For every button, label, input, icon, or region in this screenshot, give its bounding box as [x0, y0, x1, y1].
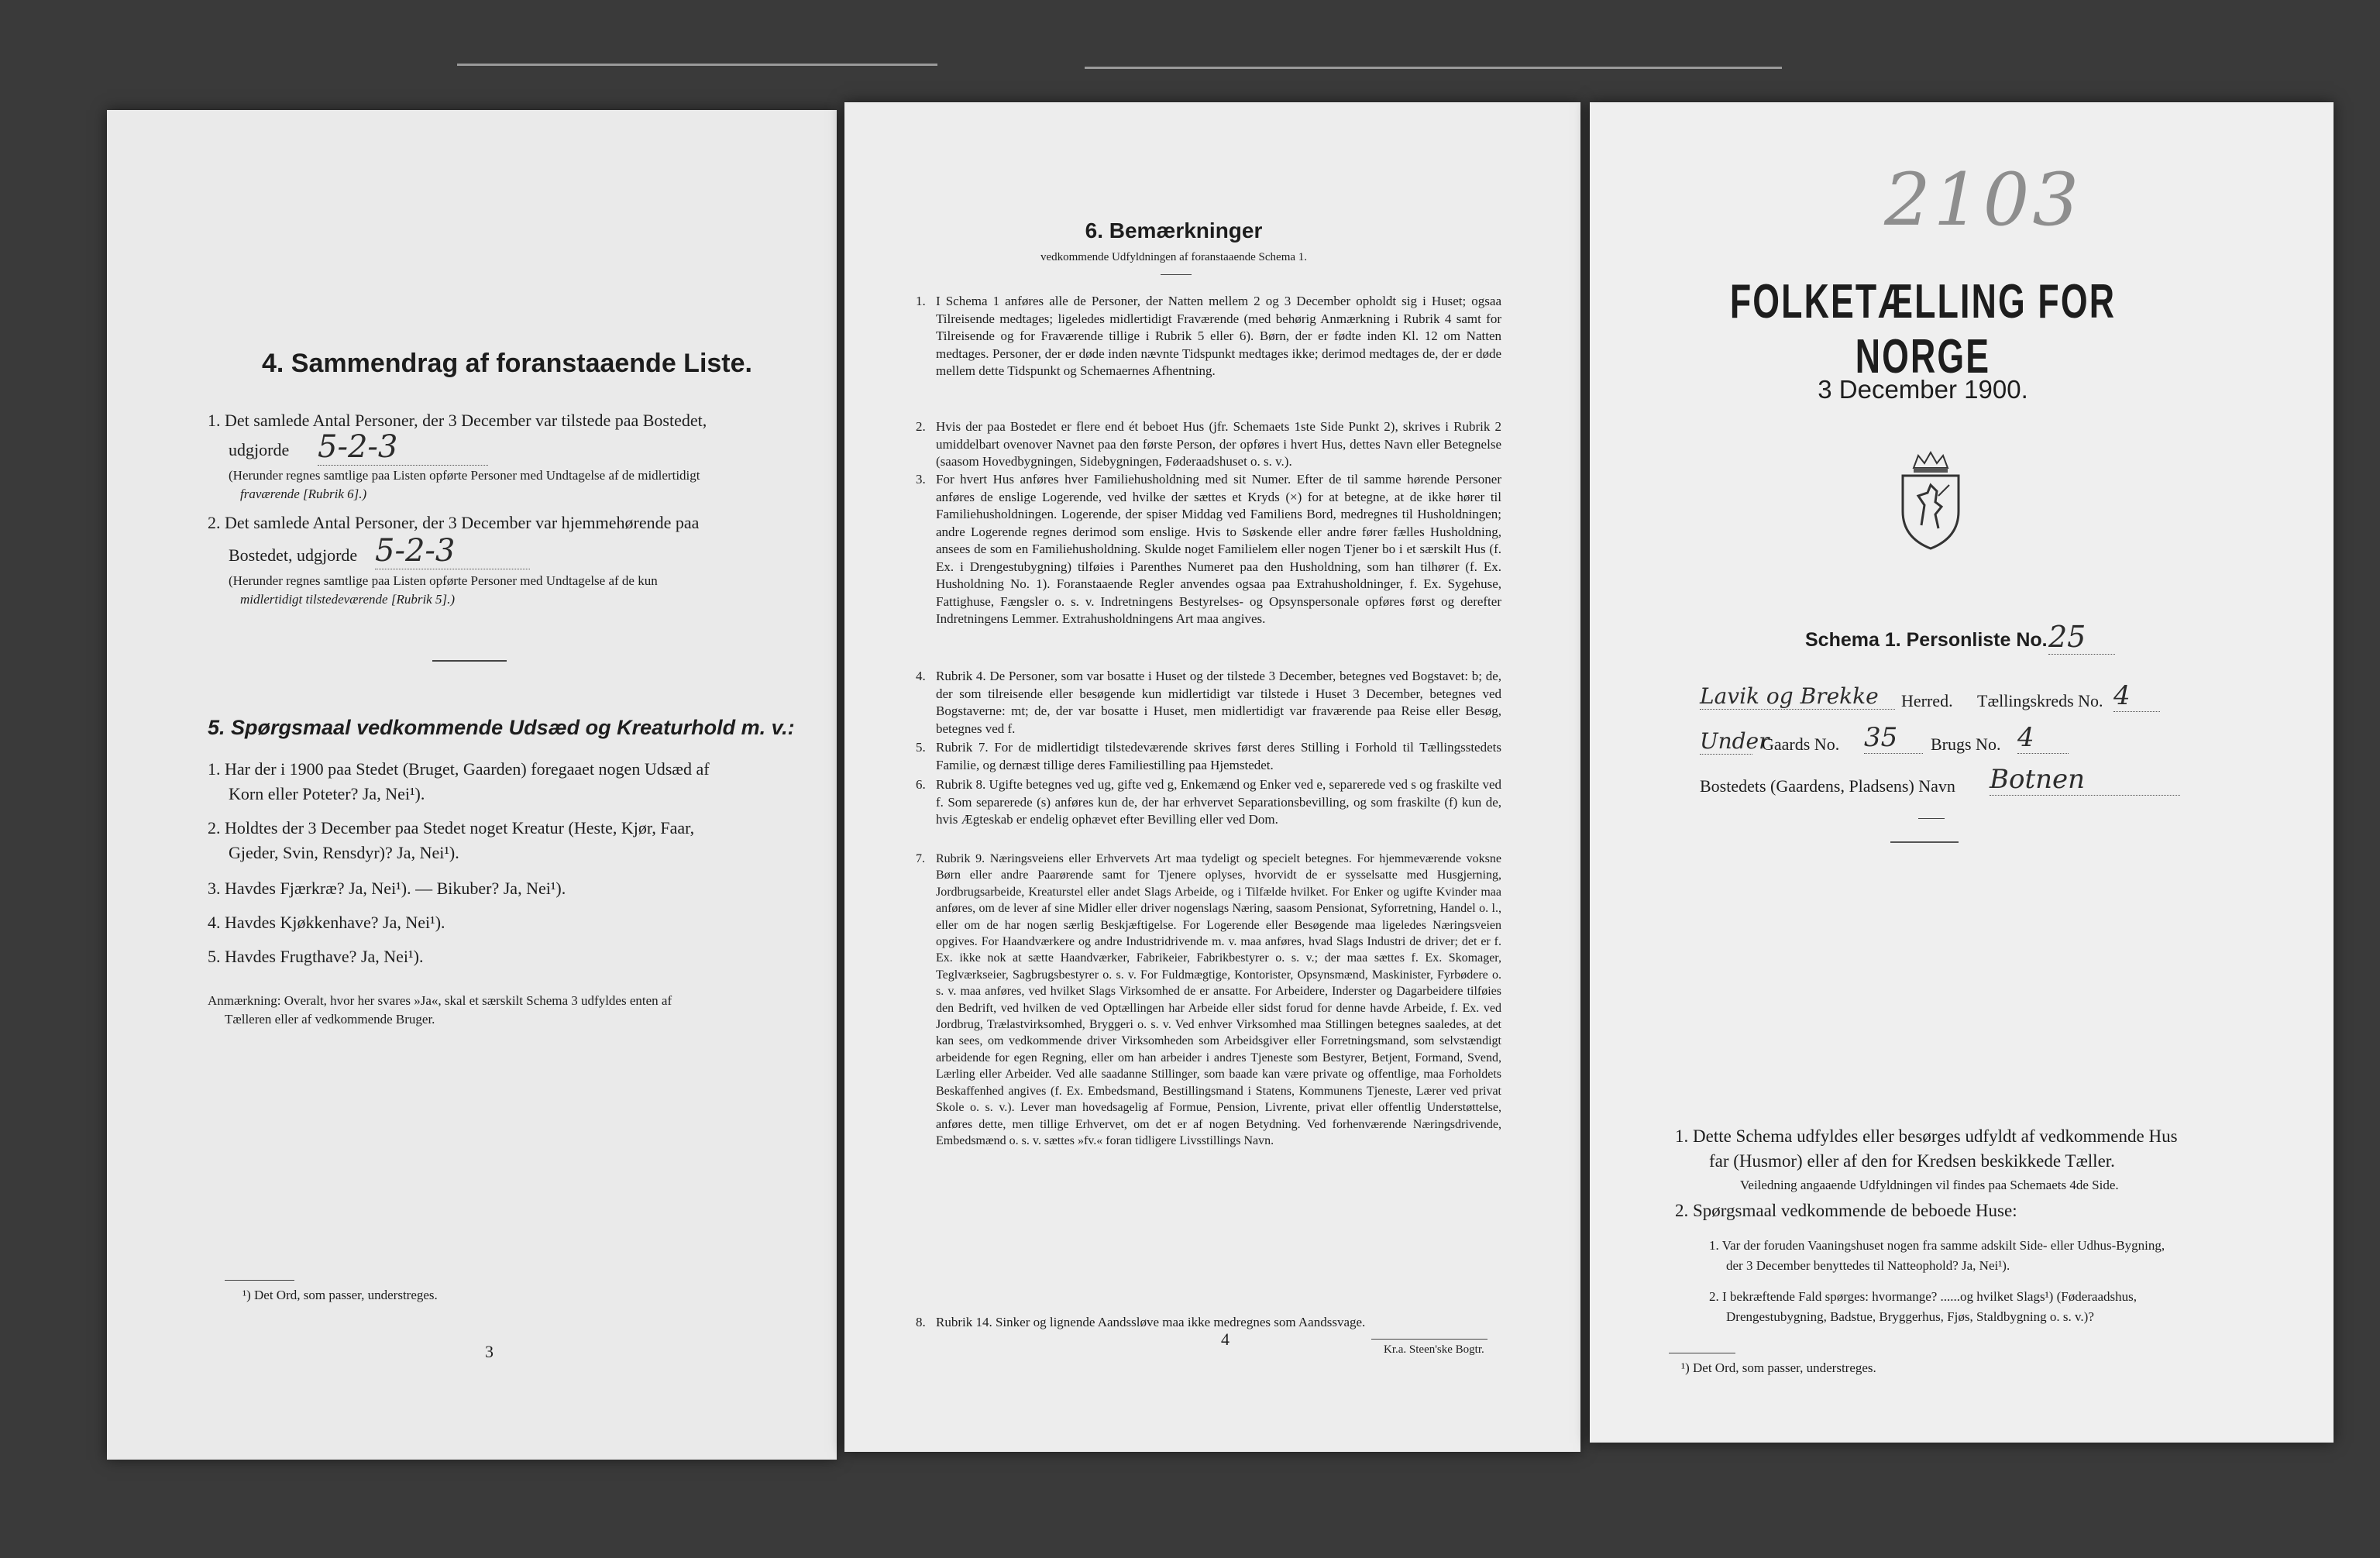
section5-q2-line1: 2. Holdtes der 3 December paa Stedet noget Kreatur (Heste, Kjør, Faar, [208, 818, 695, 837]
gaard-prefix: Under [1700, 728, 1770, 754]
section4-item2-line1: 2. Det samlede Antal Personer, der 3 December var hjemmehørende paa [208, 513, 700, 532]
section5-q2-line2: Gjeder, Svin, Rensdyr)? Ja, Nei¹). [229, 843, 459, 862]
instruction-2-title: 2. Spørgsmaal vedkommende de beboede Huse: [1675, 1201, 2017, 1220]
instruction-1-line2: far (Husmor) eller af den for Kredsen beskikkede Tæller. [1709, 1151, 2115, 1171]
section4-item1-prefix: udgjorde [229, 440, 290, 459]
section5-q1-line1: 1. Har der i 1900 paa Stedet (Bruget, Gaarden) foregaaet nogen Udsæd af [208, 759, 710, 779]
kreds-number: 4 [2113, 680, 2160, 712]
page-middle [844, 102, 1580, 1452]
remark-5: 5. Rubrik 7. For de midlertidigt tilstedeværende skrives først deres Stilling i Forhold til Tællingsstedets Familie, og dernæst tillige deres Familiestilling paa Hjemstedet. [916, 740, 1501, 772]
bosted-value: Botnen [1990, 764, 2180, 796]
schema-label: Schema 1. Personliste No. [1805, 629, 2048, 651]
coat-of-arms-icon [1890, 451, 1971, 552]
instruction-2-q1-line1: 1. Var der foruden Vaaningshuset nogen fra samme adskilt Side- eller Udhus-Bygning, [1709, 1238, 2165, 1253]
footnote: ¹) Det Ord, som passer, understreges. [1681, 1360, 1876, 1375]
gaard-label: Gaards No. [1762, 734, 1840, 754]
ornament [1890, 834, 1959, 843]
section5-q1-line2: Korn eller Poteter? Ja, Nei¹). [229, 784, 425, 803]
brugs-number: 4 [2017, 722, 2069, 754]
top-edge-line [457, 64, 937, 66]
schema-number: 25 [2048, 620, 2115, 655]
instruction-2-q1-line2: der 3 December benyttedes til Natteophold? Ja, Nei¹). [1726, 1258, 2010, 1273]
remark-1: 1. I Schema 1 anføres alle de Personer, der Natten mellem 2 og 3 December opholdt sig i Huset; ogsaa Tilreisende medtages; ligeledes midlertidigt Fraværende (med behørig Anmærkning i Rubrik 4 samt for Tilreisende og for Fraværende tillige i Rubrik 5 eller 6). Børn, der er fødte inden Kl. 12 om Natten medtages. Personer, der er døde inden nævnte Tidspunkt medtages ikke; derimod medtages de, der er døde mellem dette Tidspunkt og Schemaernes Afhentning. [916, 294, 1501, 378]
herred-label: Herred. [1901, 691, 1953, 710]
page-number: 3 [485, 1342, 494, 1361]
section5-q5: 5. Havdes Frugthave? Ja, Nei¹). [208, 947, 424, 966]
instruction-2-q2-line2: Drengestubygning, Badstue, Bryggerhus, Fjøs, Staldbygning o. s. v.)? [1726, 1309, 2094, 1324]
form-date: 3 December 1900. [1818, 375, 2028, 404]
footnote-rule [225, 1280, 294, 1281]
divider [1161, 274, 1192, 275]
archive-number: 2103 [1884, 158, 2082, 242]
printer-mark: Kr.a. Steen'ske Bogtr. [1384, 1343, 1484, 1356]
section4-item1-note1: (Herunder regnes samtlige paa Listen opførte Personer med Undtagelse af de midlertidigt [229, 468, 700, 483]
footnote: ¹) Det Ord, som passer, understreges. [242, 1288, 438, 1302]
section4-item2-note1: (Herunder regnes samtlige paa Listen opførte Personer med Undtagelse af de kun [229, 573, 658, 588]
section5-q4: 4. Havdes Kjøkkenhave? Ja, Nei¹). [208, 913, 445, 932]
page-left [107, 110, 837, 1460]
section4-item1-note2: fraværende [Rubrik 6].) [240, 487, 367, 501]
form-title: FOLKETÆLLING FOR NORGE [1729, 275, 2117, 383]
remark-3: 3. For hvert Hus anføres hver Familiehusholdning med sit Numer. Efter de til samme hørende Personer anføres de enslige Logerende, ved hvilke der sættes et Kryds (×) for at betegne, at de ikke hører til Familiehusholdningen. Logerende, der spiser Middag ved Familiens Bord, medregnes til Husholdningen; andre Logerende regnes derimod som enslige. Hvis to Søskende eller andre fører fælles Husholdning, ansees de som en Familiehusholdning. Skulde noget Familielem eller nogen Tjener bo i et særskilt Hus (f. Ex. i Drengestubygning) tilføies i Parenthes Numeret paa den Husholdning, som han tilhører (f. Ex. Husholdning No. 1). Foranstaaende Regler anvendes ogsaa paa Extrahusholdninger, f. Ex. Sygehuse, Fattighuse, Fængsler o. s. v. Indretningens Bestyrelses- og Opsynspersonale opføres først og derefter Indretningens Lemmer. Extrahusholdningens Art maa angives. [916, 472, 1501, 626]
remark-8: 8. Rubrik 14. Sinker og lignende Aandssløve maa ikke medregnes som Aandssvage. [916, 1315, 1366, 1329]
instruction-2-q2-line1: 2. I bekræftende Fald spørges: hvormange? ......og hvilket Slags¹) (Føderaadshus, [1709, 1289, 2137, 1304]
remarks-title: 6. Bemærkninger [1085, 218, 1263, 242]
remark-2: 2. Hvis der paa Bostedet er flere end ét beboet Hus (jfr. Schemaets 1ste Side Punkt 2), skrives i Rubrik 2 umiddelbart ovenover Navnet paa den første Person, der opføres i hvert Hus, dettes Navn eller Betegnelse (saasom Hovedbygningen, Sidebygningen, Føderaadshuset o. s. v.). [916, 419, 1501, 469]
page-number: 4 [1221, 1329, 1230, 1349]
remarks-subtitle: vedkommende Udfyldningen af foranstaaende Schema 1. [1040, 251, 1308, 263]
section4-item2-prefix: Bostedet, udgjorde [229, 545, 358, 565]
printer-rule [1371, 1339, 1488, 1340]
divider [432, 660, 507, 662]
section5-title: 5. Spørgsmaal vedkommende Udsæd og Kreaturhold m. v.: [208, 716, 795, 739]
brugs-label: Brugs No. [1931, 734, 2001, 754]
remark-4: 4. Rubrik 4. De Personer, som var bosatte i Huset og der tilstede 3 December, betegnes ved Bogstavet: b; de, der som tilreisende eller besøgende kun midlertidigt var tilstede i Huset 3 December, betegnes ved Bogstaverne: mt; de, der var bosatte i Huset, men midlertidigt var fraværende paa Reise eller Besøg, betegnes ved f. [916, 669, 1501, 736]
kreds-label: Tællingskreds No. [1977, 691, 2103, 710]
section5-q3: 3. Havdes Fjærkræ? Ja, Nei¹). — Bikuber? Ja, Nei¹). [208, 879, 566, 898]
instruction-1-note: Veiledning angaaende Udfyldningen vil findes paa Schemaets 4de Side. [1740, 1178, 2119, 1192]
section5-note-line1: Anmærkning: Overalt, hvor her svares »Ja«, skal et særskilt Schema 3 udfyldes enten af [208, 993, 672, 1008]
section4-item2-note2: midlertidigt tilstedeværende [Rubrik 5].) [240, 592, 455, 607]
herred-value: Lavik og Brekke [1700, 683, 1895, 710]
page-right [1590, 102, 2334, 1443]
section4-title: 4. Sammendrag af foranstaaende Liste. [262, 349, 752, 378]
divider [1918, 818, 1945, 819]
bosted-label: Bostedets (Gaardens, Pladsens) Navn [1700, 776, 1955, 796]
section4-item1-line1: 1. Det samlede Antal Personer, der 3 December var tilstede paa Bostedet, [208, 411, 707, 430]
top-edge-line [1085, 67, 1782, 69]
remark-7: 7. Rubrik 9. Næringsveiens eller Erhvervets Art maa tydeligt og specielt betegnes. For hjemmeværende voksne Børn eller andre Paarørende samt for Tjenere oplyses, hvorvidt de er sysselsatte med Husgjerning, Jordbrugsarbeide, Kreaturstel eller andet Slags Arbeide, og i Tilfælde hvilket. For Enker og ugifte Kvinder maa anføres, om de lever af sine Midler eller driver nogenslags Næring, saasom Pensionat, Syforretning, Handel o. l., eller om de har nogen særlig Beskjæftigelse. For Logerende eller Besøgende maa ligeledes Næringsveien opgives. For Haandværkere og andre Industridrivende m. v. maa anføres, hvad Slags Industri de driver; det er f. Ex. ikke nok at sætte Haandværker, Fabrikeier, Fabrikbestyrer o. s. v.; der maa sættes f. Ex. Skomager, Teglværkseier, Sagbrugsbestyrer o. s. v. For Fuldmægtige, Kontorister, Opsynsmænd, Maskinister, Fyrbødere o. s. v. maa anføres, ved hvilket Slags Virksomhed de er ansatte. For Arbeidere, Inderster og Dagarbeidere tilføies den Bedrift, ved hvilken de ved Optællingen har Arbeide eller sidst forud for denne havde Arbeide, f. Ex. ved Jordbrug, Trælastvirksomhed, Bryggeri o. s. v. Ved enhver Virksomhed maa Stillingen betegnes saaledes, at det kan sees, om vedkommende driver Virksomheden som Arbeidsgiver eller Forretningsmand, som selvstændigt arbeidende for egen Regning, eller om han arbeider i andres Tjeneste som Bestyrer, Betjent, Formand, Svend, Lærling eller Arbeider. Ved alle saadanne Stillinger, som baade kan være private og offentlige, maa Forholdets Beskaffenhed angives (f. Ex. Embedsmand, Bestillingsmand i Statens, Kommunens Tjeneste, Lærer ved privat Skole o. s. v.). Lever man hovedsagelig af Formue, Pension, Livrente, privat eller offentlig Understøttelse, anføres dette, men tillige Erhvervet, om det er af nogen Betydning. Ved forhenværende Næringsdrivende, Embedsmænd o. s. v. sættes »fv.« foran tidligere Livsstillings Navn. [916, 852, 1501, 1147]
instruction-1-line1: 1. Dette Schema udfyldes eller besørges udfyldt af vedkommende Hus [1675, 1126, 2178, 1146]
section5-note-line2: Tælleren eller af vedkommende Bruger. [225, 1012, 435, 1027]
section4-item2-value: 5-2-3 [375, 533, 530, 569]
gaard-number: 35 [1864, 722, 1923, 754]
section4-item1-value: 5-2-3 [318, 429, 488, 466]
remark-6: 6. Rubrik 8. Ugifte betegnes ved ug, gifte ved g, Enkemænd og Enker ved e, separerede ved s og fraskilte ved f. Som separerede (s) anføres kun de, der har erhvervet Separationsbevilling, og som fraskilte (f) kun de, hvis Ægteskab er endelig ophævet efter Bevilling eller ved Dom. [916, 777, 1501, 827]
